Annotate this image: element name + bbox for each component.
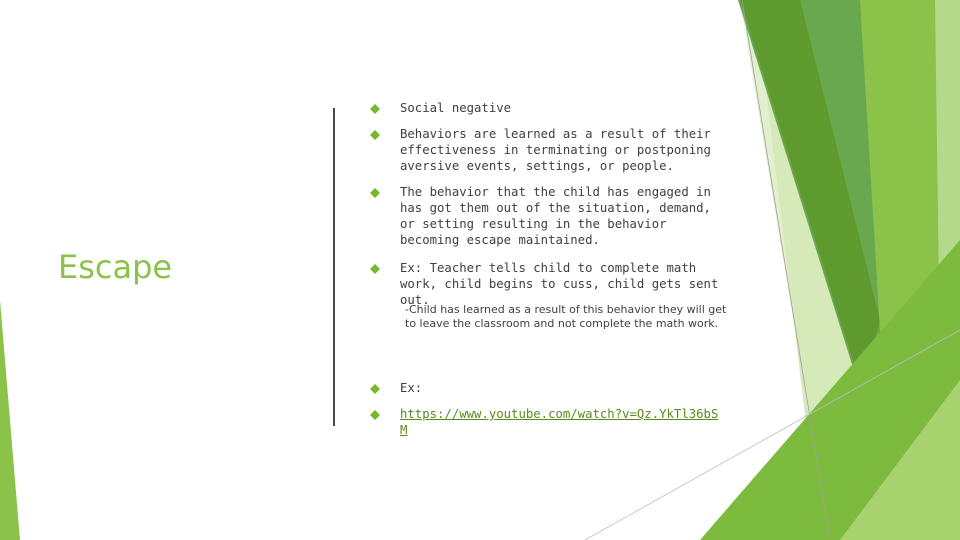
left-edge-shape: [0, 300, 20, 540]
diamond-bullet-icon: [370, 104, 380, 114]
diamond-bullet-icon: [370, 410, 380, 420]
diamond-bullet-icon: [370, 384, 380, 394]
bullet-item: [370, 126, 730, 174]
youtube-link[interactable]: https://www.youtube.com/watch?v=Qz.YkTl36bSM: [400, 407, 719, 437]
diamond-bullet-icon: [370, 130, 380, 140]
bullet-text: Behaviors are learned as a result of their effectiveness in terminating or postponing aversive events, settings, or people.: [400, 127, 711, 173]
bullet-item: [370, 260, 730, 308]
bullet-item: [370, 406, 730, 438]
vertical-divider: [333, 108, 335, 426]
slide-title: Escape: [58, 248, 173, 286]
bullet-text: The behavior that the child has engaged in has got them out of the situation, demand, or setting resulting in the behavior becoming escape maintained.: [400, 185, 711, 247]
bullet-item: [370, 184, 730, 248]
example-note: -Child has learned as a result of this behavior they will get to leave the classroom and not complete the math work.: [405, 303, 727, 330]
bullet-text: Social negative: [400, 101, 512, 115]
bullet-item: [370, 380, 730, 396]
bullet-text: Ex:: [400, 381, 423, 395]
bullet-text: Ex: Teacher tells child to complete math work, child begins to cuss, child gets sent out.: [400, 261, 719, 307]
diamond-bullet-icon: [370, 188, 380, 198]
bullet-item: [370, 100, 730, 116]
diamond-bullet-icon: [370, 264, 380, 274]
